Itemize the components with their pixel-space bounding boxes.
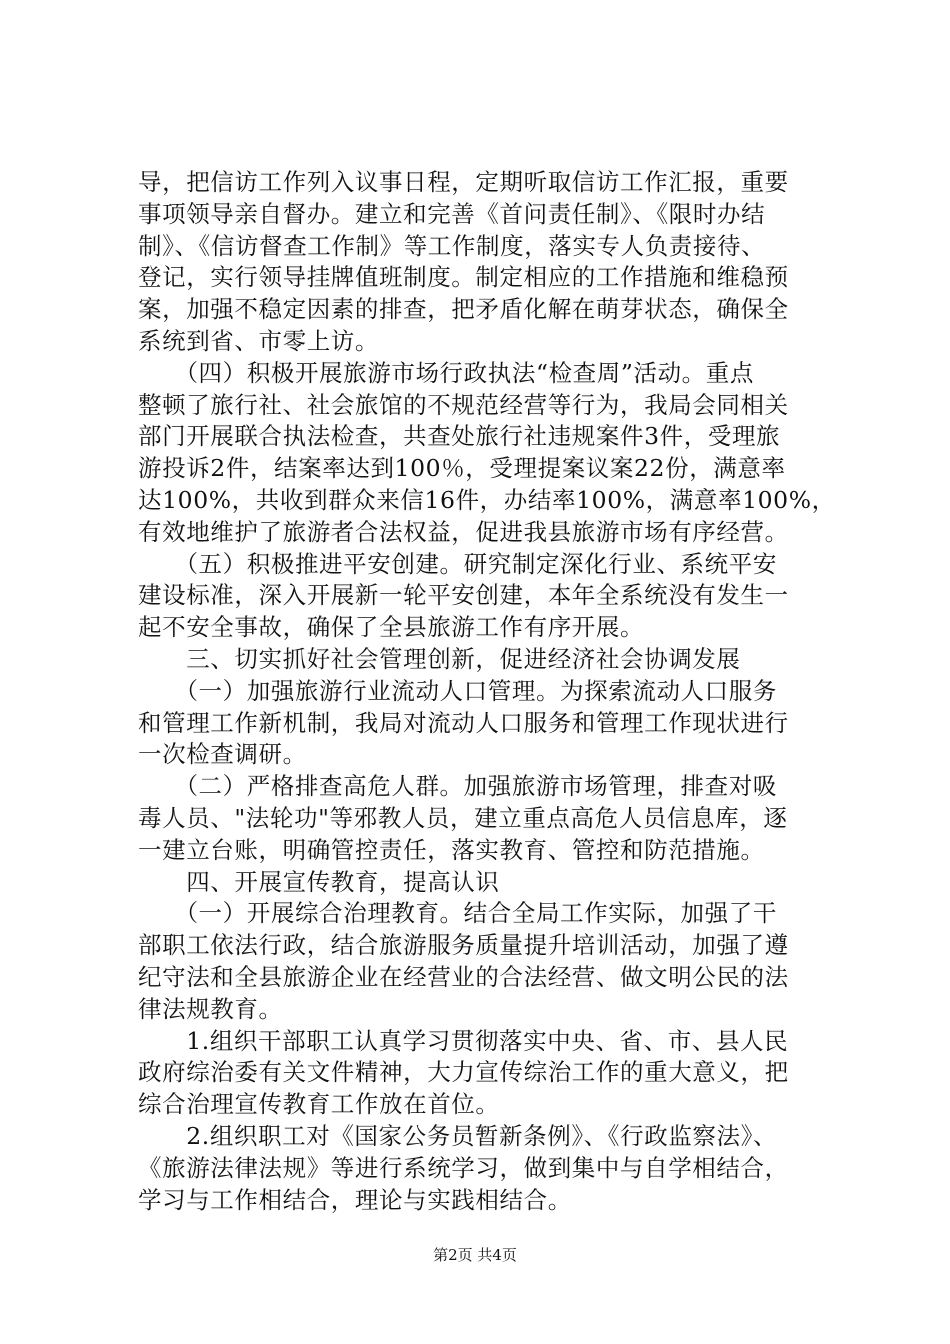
text-line: 政府综治委有关文件精神，大力宣传综治工作的重大意义，把 (138, 1058, 789, 1087)
text-line: 案，加强不稳定因素的排查，把矛盾化解在萌芽状态，确保全 (138, 295, 789, 324)
text-line: （四）积极开展旅游市场行政执法“检查周”活动。重点 (138, 358, 754, 387)
text-line: 达100%，共收到群众来信16件，办结率100%，满意率100%， (138, 485, 836, 514)
text-line: 综合治理宣传教育工作放在首位。 (138, 1090, 500, 1119)
text-line: 1.组织干部职工认真学习贯彻落实中央、省、市、县人民 (138, 1026, 789, 1055)
text-line: 纪守法和全县旅游企业在经营业的合法经营、做文明公民的法 (138, 962, 789, 991)
text-line: 一次检查调研。 (138, 740, 307, 769)
text-line: （五）积极推进平安创建。研究制定深化行业、系统平安 (138, 549, 777, 578)
text-line: 部门开展联合执法检查，共查处旅行社违规案件3件，受理旅 (138, 422, 781, 451)
text-line: 有效地维护了旅游者合法权益，促进我县旅游市场有序经营。 (138, 517, 789, 546)
text-line: 建设标准，深入开展新一轮平安创建，本年全系统没有发生一 (138, 581, 789, 610)
text-line: 2.组织职工对《国家公务员暂新条例》、《行政监察法》、 (138, 1121, 778, 1150)
text-line: 《旅游法律法规》等进行系统学习，做到集中与自学相结合， (138, 1153, 789, 1182)
text-line: 部职工依法行政，结合旅游服务质量提升培训活动，加强了遵 (138, 931, 789, 960)
text-line: 游投诉2件，结案率达到100％，受理提案议案22份，满意率 (138, 454, 786, 483)
text-line: 一建立台账，明确管控责任，落实教育、管控和防范措施。 (138, 835, 765, 864)
text-line: 导，把信访工作列入议事日程，定期听取信访工作汇报，重要 (138, 168, 789, 196)
text-line: 登记，实行领导挂牌值班制度。制定相应的工作措施和维稳预 (138, 263, 789, 292)
text-line: （一）开展综合治理教育。结合全局工作实际，加强了干 (138, 899, 777, 928)
text-line: 制》、《信访督查工作制》等工作制度，落实专人负责接待、 (138, 231, 766, 260)
text-line: 整顿了旅行社、社会旅馆的不规范经营等行为，我局会同相关 (138, 390, 789, 419)
text-line: 事项领导亲自督办。建立和完善《首问责任制》、《限时办结 (138, 199, 766, 228)
text-line: 起不安全事故，确保了全县旅游工作有序开展。 (138, 613, 645, 642)
section-heading: 三、切实抓好社会管理创新，促进经济社会协调发展 (138, 644, 741, 673)
text-line: （二）严格排查高危人群。加强旅游市场管理，排查对吸 (138, 772, 777, 801)
text-line: 毒人员、"法轮功"等邪教人员，建立重点高危人员信息库，逐 (138, 803, 788, 832)
text-line: 和管理工作新机制，我局对流动人口服务和管理工作现状进行 (138, 708, 789, 737)
text-line: （一）加强旅游行业流动人口管理。为探索流动人口服务 (138, 676, 777, 705)
text-line: 学习与工作相结合，理论与实践相结合。 (138, 1185, 572, 1214)
document-body (138, 167, 838, 1216)
text-line: 系统到省、市零上访。 (138, 326, 379, 355)
page-number-footer: 第2页 共4页 (433, 1246, 517, 1264)
section-heading: 四、开展宣传教育，提高认识 (138, 867, 500, 896)
text-line: 律法规教育。 (138, 994, 283, 1023)
